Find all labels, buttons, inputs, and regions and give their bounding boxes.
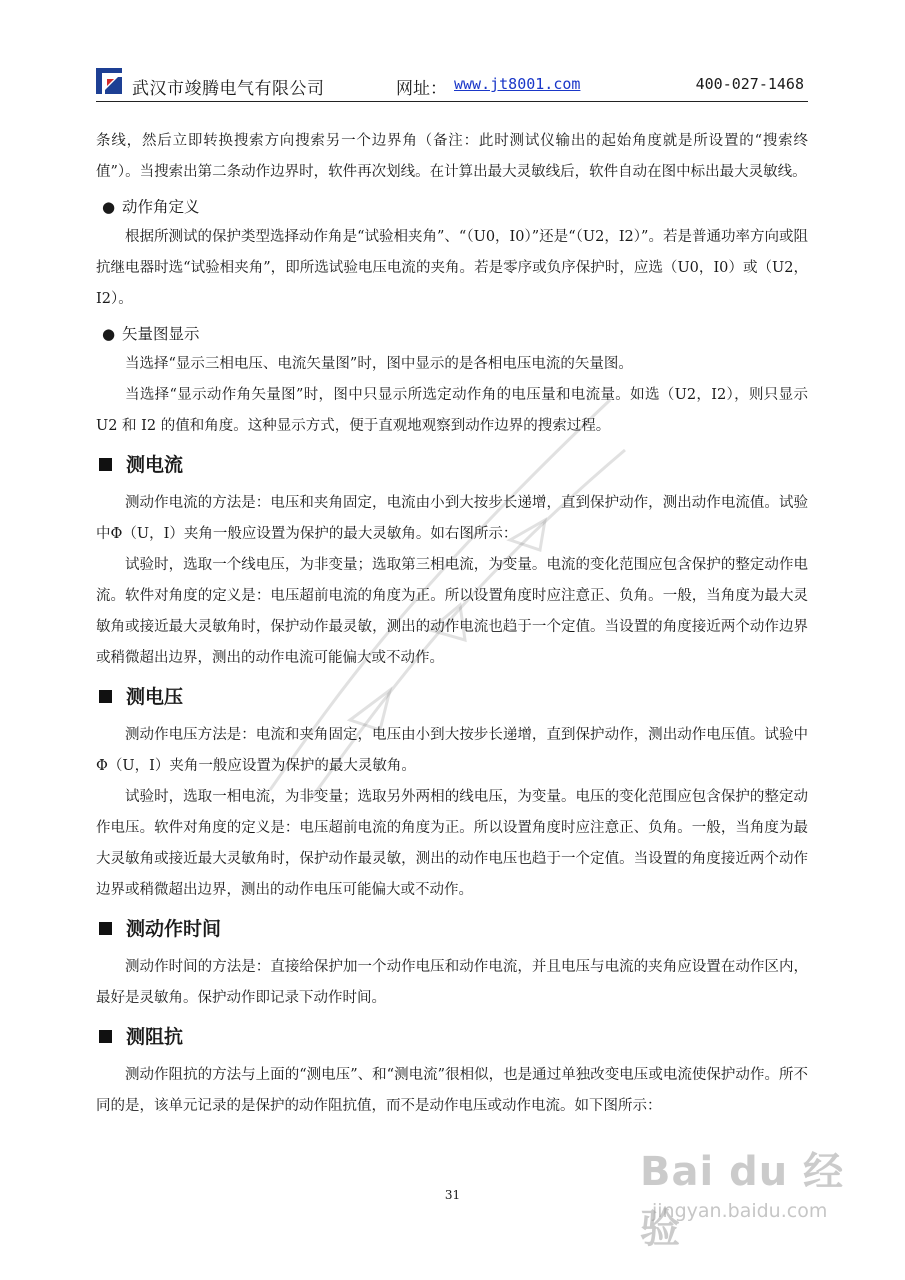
phone-number: 400-027-1468 [695, 75, 804, 93]
bullet-icon: ● [102, 198, 116, 216]
watermark-url: jingyan.baidu.com [652, 1200, 828, 1222]
square-bullet-icon [99, 690, 112, 703]
paragraph: 当选择“显示三相电压、电流矢量图”时，图中显示的是各相电压电流的矢量图。 [125, 356, 633, 372]
paragraph: 测动作电压方法是：电流和夹角固定，电压由小到大按步长递增，直到保护动作，测出动作电压值。试验中Φ（U，I）夹角一般应设置为保护的最大灵敏角。 [96, 727, 808, 774]
heading-text: 测阻抗 [126, 1026, 184, 1048]
heading-text: 测电流 [126, 454, 184, 476]
bullet-vector-display [96, 319, 808, 349]
website-label: 网址： [396, 79, 447, 99]
paragraph: 测动作阻抗的方法与上面的“测电压”、和“测电流”很相似，也是通过单独改变电压或电流使保护动作。所不同的是，该单元记录的是保护的动作阻抗值，而不是动作电压或动作电流。如下图所示： [96, 1067, 808, 1114]
baidu-watermark [640, 1140, 880, 1252]
square-bullet-icon [99, 1030, 112, 1043]
company-logo [96, 68, 122, 94]
bullet-angle-definition [96, 192, 808, 222]
paragraph: 当选择“显示动作角矢量图”时，图中只显示所选定动作角的电压量和电流量。如选（U2，I2），则只显示 U2 和 I2 的值和角度。这种显示方式，便于直观地观察到动作边界的搜索过程。 [96, 387, 808, 434]
intro-paragraph: 条线，然后立即转换搜索方向搜索另一个边界角（备注：此时测试仪输出的起始角度就是所设置的“搜索终值”）。当搜索出第二条动作边界时，软件再次划线。在计算出最大灵敏线后，软件自动在图中标出最大灵敏线。 [96, 133, 808, 180]
section-heading-time [96, 912, 808, 946]
watermark-brand: Bai du 经验 [640, 1149, 845, 1252]
page-number: 31 [444, 1188, 461, 1202]
header-divider [96, 101, 808, 102]
heading-text: 测电压 [126, 686, 184, 708]
bullet-icon: ● [102, 325, 116, 343]
square-bullet-icon [99, 922, 112, 935]
square-bullet-icon [99, 458, 112, 471]
page-header [96, 62, 808, 100]
section-heading-voltage [96, 680, 808, 714]
page-content [96, 126, 808, 1122]
paragraph: 测动作电流的方法是：电压和夹角固定，电流由小到大按步长递增，直到保护动作，测出动作电流值。试验中Φ（U，I）夹角一般应设置为保护的最大灵敏角。如右图所示： [96, 495, 808, 542]
paragraph: 试验时，选取一相电流，为非变量；选取另外两相的线电压，为变量。电压的变化范围应包含保护的整定动作电压。软件对角度的定义是：电压超前电流的角度为正。所以设置角度时应注意正、负角。一般，当角度为最大灵敏角或接近最大灵敏角时，保护动作最灵敏，测出的动作电压也趋于一个定值。当设置的角度接近两个动作边界或稍微超出边界，测出的动作电压可能偏大或不动作。 [96, 789, 808, 898]
website-link[interactable]: www.jt8001.com [454, 75, 581, 93]
paragraph: 测动作时间的方法是：直接给保护加一个动作电压和动作电流，并且电压与电流的夹角应设置在动作区内，最好是灵敏角。保护动作即记录下动作时间。 [96, 959, 808, 1006]
heading-text: 测动作时间 [126, 918, 222, 940]
section-heading-current [96, 448, 808, 482]
bullet-title: 矢量图显示 [122, 325, 200, 343]
paragraph: 根据所测试的保护类型选择动作角是“试验相夹角”、“（U0，I0）”还是“（U2，I2）”。若是普通功率方向或阻抗继电器时选“试验相夹角”，即所选试验电压电流的夹角。若是零序或负序保护时，应选（U0，I0）或（U2，I2）。 [96, 229, 808, 307]
paragraph: 试验时，选取一个线电压，为非变量；选取第三相电流，为变量。电流的变化范围应包含保护的整定动作电流。软件对角度的定义是：电压超前电流的角度为正。所以设置角度时应注意正、负角。一般，当角度为最大灵敏角或接近最大灵敏角时，保护动作最灵敏，测出的动作电流也趋于一个定值。当设置的角度接近两个动作边界或稍微超出边界，测出的动作电流可能偏大或不动作。 [96, 557, 808, 666]
company-name: 武汉市竣腾电气有限公司 [132, 79, 325, 99]
section-heading-impedance [96, 1020, 808, 1054]
bullet-title: 动作角定义 [122, 198, 200, 216]
